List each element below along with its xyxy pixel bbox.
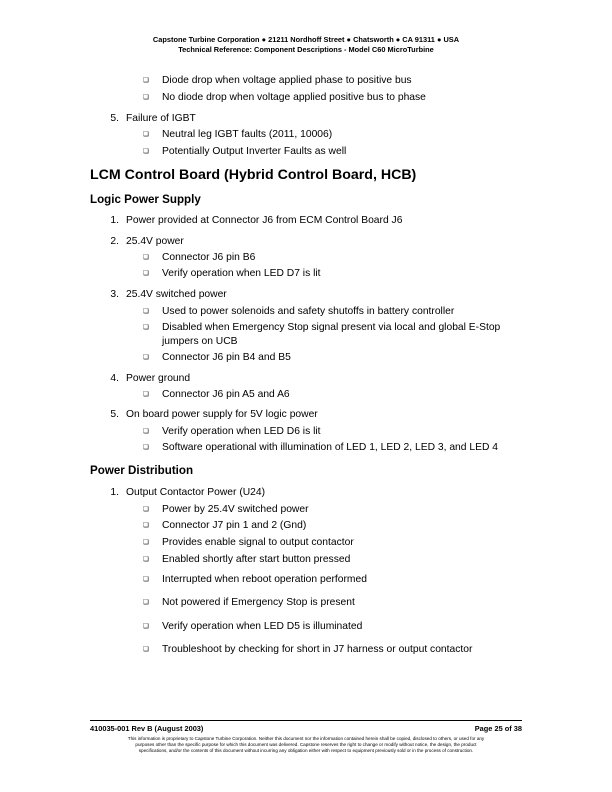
checkbox-bullet-icon: ❏ bbox=[143, 444, 149, 451]
subsection-heading-power-distribution: Power Distribution bbox=[90, 464, 194, 477]
checkbox-bullet-icon: ❏ bbox=[143, 599, 149, 606]
list-number: 1. bbox=[110, 215, 119, 226]
checkbox-bullet-icon: ❏ bbox=[143, 522, 149, 529]
checkbox-bullet-icon: ❏ bbox=[143, 270, 149, 277]
bullet-item: Used to power solenoids and safety shutoffs in battery controller bbox=[162, 306, 455, 317]
bullet-item: Power by 25.4V switched power bbox=[162, 504, 309, 515]
checkbox-bullet-icon: ❏ bbox=[143, 556, 149, 563]
checkbox-bullet-icon: ❏ bbox=[143, 324, 149, 331]
list-item: On board power supply for 5V logic power bbox=[126, 409, 318, 420]
bullet-item: Connector J6 pin A5 and A6 bbox=[162, 389, 290, 400]
checkbox-bullet-icon: ❏ bbox=[143, 148, 149, 155]
list-number: 3. bbox=[110, 289, 119, 300]
bullet-item: Potentially Output Inverter Faults as well bbox=[162, 146, 347, 157]
checkbox-bullet-icon: ❏ bbox=[143, 506, 149, 513]
section-title: LCM Control Board (Hybrid Control Board, HCB) bbox=[90, 167, 417, 183]
checkbox-bullet-icon: ❏ bbox=[143, 254, 149, 261]
bullet-item: Connector J6 pin B6 bbox=[162, 252, 256, 263]
checkbox-bullet-icon: ❏ bbox=[143, 539, 149, 546]
checkbox-bullet-icon: ❏ bbox=[143, 308, 149, 315]
disclaimer-line: This information is proprietary to Capstone Turbine Corporation. Neither this document nor the information contained herein shall be copied, disclosed to others, or used for any bbox=[127, 736, 485, 741]
subsection-heading-logic-power: Logic Power Supply bbox=[90, 193, 201, 206]
disclaimer-line: specifications, and/or the contents of this document without incurring any obligation either with respect to equipment previously sold or in the process of construction. bbox=[138, 748, 474, 753]
list-item: 25.4V switched power bbox=[126, 289, 227, 300]
list-item: 25.4V power bbox=[126, 236, 184, 247]
document-header-company: Capstone Turbine Corporation ● 21211 Nordhoff Street ● Chatsworth ● CA 91311 ● USA bbox=[152, 35, 460, 44]
list-item: Failure of IGBT bbox=[126, 113, 196, 124]
list-number: 2. bbox=[110, 236, 119, 247]
bullet-item: Enabled shortly after start button pressed bbox=[162, 554, 351, 565]
bullet-item-continuation: jumpers on UCB bbox=[162, 336, 238, 347]
list-number: 5. bbox=[110, 113, 119, 124]
bullet-item: Provides enable signal to output contactor bbox=[162, 537, 354, 548]
document-header-title: Technical Reference: Component Descriptions - Model C60 MicroTurbine bbox=[178, 45, 434, 54]
checkbox-bullet-icon: ❏ bbox=[143, 131, 149, 138]
checkbox-bullet-icon: ❏ bbox=[143, 576, 149, 583]
bullet-item: Software operational with illumination of LED 1, LED 2, LED 3, and LED 4 bbox=[162, 442, 498, 453]
bullet-item: Not powered if Emergency Stop is present bbox=[162, 597, 355, 608]
bullet-item: Diode drop when voltage applied phase to positive bus bbox=[162, 75, 412, 86]
footer-divider bbox=[90, 720, 522, 721]
list-item: Power ground bbox=[126, 373, 191, 384]
bullet-item: No diode drop when voltage applied positive bus to phase bbox=[162, 92, 426, 103]
list-item: Output Contactor Power (U24) bbox=[126, 487, 266, 498]
bullet-item: Verify operation when LED D5 is illuminated bbox=[162, 621, 363, 632]
checkbox-bullet-icon: ❏ bbox=[143, 623, 149, 630]
checkbox-bullet-icon: ❏ bbox=[143, 354, 149, 361]
bullet-item: Connector J7 pin 1 and 2 (Gnd) bbox=[162, 520, 307, 531]
bullet-item: Verify operation when LED D6 is lit bbox=[162, 426, 321, 437]
list-number: 5. bbox=[110, 409, 119, 420]
legal-disclaimer bbox=[86, 736, 526, 754]
checkbox-bullet-icon: ❏ bbox=[143, 646, 149, 653]
bullet-item: Verify operation when LED D7 is lit bbox=[162, 268, 321, 279]
page-number: Page 25 of 38 bbox=[474, 724, 522, 733]
list-number: 1. bbox=[110, 487, 119, 498]
bullet-item: Troubleshoot by checking for short in J7 harness or output contactor bbox=[162, 644, 473, 655]
document-id: 410035-001 Rev B (August 2003) bbox=[90, 724, 204, 733]
checkbox-bullet-icon: ❏ bbox=[143, 77, 149, 84]
bullet-item: Connector J6 pin B4 and B5 bbox=[162, 352, 291, 363]
bullet-item: Neutral leg IGBT faults (2011, 10006) bbox=[162, 129, 333, 140]
bullet-item: Disabled when Emergency Stop signal present via local and global E-Stop bbox=[162, 322, 501, 333]
checkbox-bullet-icon: ❏ bbox=[143, 428, 149, 435]
list-number: 4. bbox=[110, 373, 119, 384]
checkbox-bullet-icon: ❏ bbox=[143, 391, 149, 398]
disclaimer-line: purposes other than the specific purpose for which this document was delivered. Capstone reserves the right to change or modify without notice, the design, the product bbox=[135, 742, 477, 747]
list-item: Power provided at Connector J6 from ECM Control Board J6 bbox=[126, 215, 403, 226]
checkbox-bullet-icon: ❏ bbox=[143, 94, 149, 101]
bullet-item: Interrupted when reboot operation performed bbox=[162, 574, 367, 585]
